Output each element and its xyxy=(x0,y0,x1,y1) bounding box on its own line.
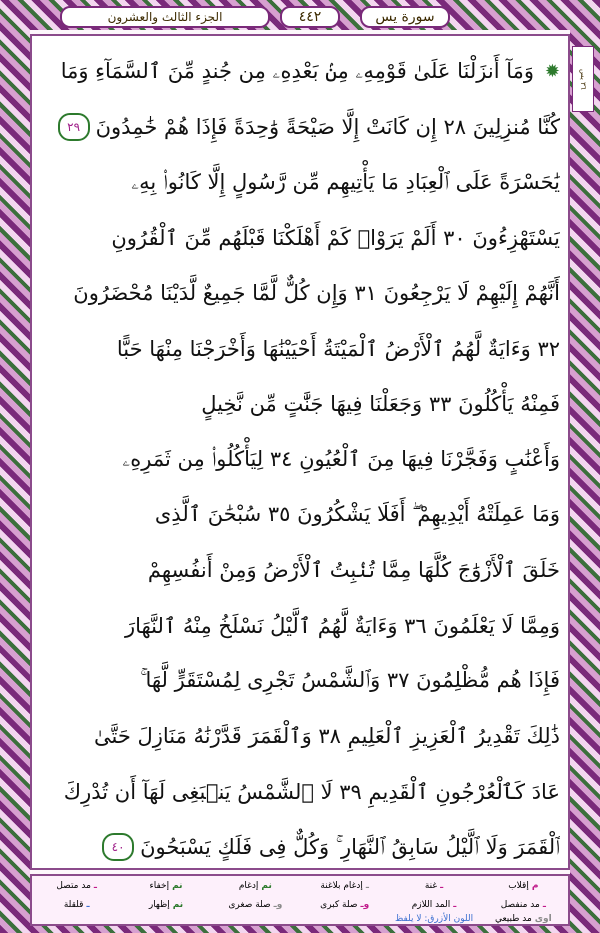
verse-line xyxy=(40,44,560,99)
verse-line xyxy=(40,653,560,708)
legend-swatch: نم xyxy=(172,880,183,891)
legend-label: إقلاب xyxy=(508,880,529,891)
verse-line xyxy=(40,432,560,487)
legend-item xyxy=(389,900,478,910)
ayah-number-marker: ٤٠ xyxy=(102,833,134,861)
verse-line xyxy=(40,543,560,598)
verse-line xyxy=(40,321,560,376)
legend-swatch: ـ xyxy=(542,899,546,910)
legend-label: إظهار xyxy=(148,899,170,910)
legend-item xyxy=(300,881,389,891)
verse-text: وَمِمَّا لَا يَعْلَمُونَ ٣٦ وَءَايَةٌ لَّهُمُ ٱلَّيْلُ نَسْلَخُ مِنْهُ ٱلنَّهَارَ xyxy=(124,613,560,638)
legend-swatch: ـ xyxy=(453,899,457,910)
ayah-number-marker: ٢٩ xyxy=(58,113,90,141)
side-badge: ٣٦ يس xyxy=(572,46,594,112)
legend-swatch: ـ xyxy=(440,880,444,891)
verse-text: عَادَ كَٱلْعُرْجُونِ ٱلْقَدِيمِ ٣٩ لَا ٱلشَّمْسُ يَنۢبَغِى لَهَآ أَن تُدْرِكَ xyxy=(63,779,560,804)
verse-line xyxy=(40,155,560,210)
legend-label: اللون الأزرق: لا يلفظ xyxy=(394,914,474,924)
legend-label: مد متصل xyxy=(56,880,91,891)
legend-label: قلقلة xyxy=(63,899,84,910)
verse-text: أَنَّهُمْ إِلَيْهِمْ لَا يَرْجِعُونَ ٣١ وَإِن كُلٌّ لَّمَّا جَمِيعٌ لَّدَيْنَا مُحْضَرُونَ xyxy=(73,281,560,306)
verse-text: ٱلْقَمَرَ وَلَا ٱلَّيْلُ سَابِقُ ٱلنَّهَارِ ۚ وَكُلٌّ فِى فَلَكٍ يَسْبَحُونَ xyxy=(140,834,560,859)
legend-swatch: ـ xyxy=(365,880,369,891)
verse-line xyxy=(40,598,560,653)
verse-lines xyxy=(40,44,560,875)
legend-item xyxy=(479,881,568,891)
legend-label: مد منفصل xyxy=(500,899,540,910)
page-number: ٤٤٢ xyxy=(280,6,340,28)
tajweed-legend xyxy=(30,874,570,926)
legend-label: مد طبيعي xyxy=(494,914,532,924)
verse-line xyxy=(40,99,560,154)
verse-text: فَإِذَا هُم مُّظْلِمُونَ ٣٧ وَٱلشَّمْسُ تَجْرِى لِمُسْتَقَرٍّ لَّهَا ۚ xyxy=(140,668,560,693)
verse-line xyxy=(40,376,560,431)
legend-swatch: ـ xyxy=(86,899,90,910)
legend-item xyxy=(121,881,210,891)
legend-label: إخفاء xyxy=(149,880,170,891)
surah-title: سورة يس xyxy=(360,6,450,28)
legend-item xyxy=(32,900,121,910)
rub-hizb-star-icon: ✹ xyxy=(544,60,560,82)
verse-text: يَسْتَهْزِءُونَ ٣٠ أَلَمْ يَرَوْا۟ كَمْ أَهْلَكْنَا قَبْلَهُم مِّنَ ٱلْقُرُونِ xyxy=(111,225,560,250)
verse-text: وَمَا عَمِلَتْهُ أَيْدِيهِمْ ۖ أَفَلَا يَشْكُرُونَ ٣٥ سُبْحَٰنَ ٱلَّذِى xyxy=(154,502,560,527)
legend-label: إدغام xyxy=(238,880,259,891)
legend-swatch: وـ xyxy=(360,899,370,910)
page-header xyxy=(40,4,560,30)
legend-swatch: نم xyxy=(172,899,184,910)
verse-line xyxy=(40,266,560,321)
legend-label: غنة xyxy=(424,880,438,891)
verse-text: فَمِنْهُ يَأْكُلُونَ ٣٣ وَجَعَلْنَا فِيهَا جَنَّٰتٍ مِّن نَّخِيلٍ xyxy=(201,392,560,417)
verse-text: وَأَعْنَٰبٍ وَفَجَّرْنَا فِيهَا مِنَ ٱلْعُيُونِ ٣٤ لِيَأْكُلُوا۟ مِن ثَمَرِهِۦ xyxy=(122,446,560,471)
verse-line xyxy=(40,210,560,265)
verse-text: وَمَآ أَنزَلْنَا عَلَىٰ قَوْمِهِۦ مِنۢ بَعْدِهِۦ مِن جُندٍ مِّنَ ٱلسَّمَآءِ وَمَا xyxy=(60,59,534,84)
verse-line xyxy=(40,819,560,874)
legend-item xyxy=(32,881,121,891)
legend-item xyxy=(300,900,389,910)
verse-text: ذَٰلِكَ تَقْدِيرُ ٱلْعَزِيزِ ٱلْعَلِيمِ ٣٨ وَٱلْقَمَرَ قَدَّرْنَٰهُ مَنَازِلَ حَتَّىٰ xyxy=(93,724,560,749)
legend-item xyxy=(479,900,568,910)
legend-item xyxy=(389,881,478,891)
legend-item xyxy=(121,900,210,910)
verse-line xyxy=(40,487,560,542)
legend-swatch: اوى xyxy=(534,914,552,924)
verse-text: يَٰحَسْرَةً عَلَى ٱلْعِبَادِ مَا يَأْتِيهِم مِّن رَّسُولٍ إِلَّا كَانُوا۟ بِهِۦ xyxy=(131,169,560,194)
legend-item xyxy=(389,914,478,924)
legend-item xyxy=(211,881,300,891)
verse-text: ٣٢ وَءَايَةٌ لَّهُمُ ٱلْأَرْضُ ٱلْمَيْتَةُ أَحْيَيْنَٰهَا وَأَخْرَجْنَا مِنْهَا حَبًّا xyxy=(116,336,560,361)
legend-item xyxy=(479,914,568,924)
legend-item xyxy=(211,900,300,910)
verse-line xyxy=(40,764,560,819)
legend-swatch: نم xyxy=(261,880,272,891)
verse-line xyxy=(40,709,560,764)
verse-text: خَلَقَ ٱلْأَزْوَٰجَ كُلَّهَا مِمَّا تُنۢبِتُ ٱلْأَرْضُ وَمِنْ أَنفُسِهِمْ xyxy=(147,558,560,583)
legend-label: صلة صغرى xyxy=(228,899,271,910)
legend-label: صلة كبرى xyxy=(320,899,358,910)
legend-swatch: وـ xyxy=(273,899,283,910)
legend-label: المد اللازم xyxy=(411,899,451,910)
legend-label: إدغام بلاغنة xyxy=(320,880,363,891)
legend-swatch: م xyxy=(531,880,539,891)
verse-text: كُنَّا مُنزِلِينَ ٢٨ إِن كَانَتْ إِلَّا صَيْحَةً وَٰحِدَةً فَإِذَا هُمْ خَٰمِدُونَ xyxy=(95,115,560,140)
legend-swatch: ـ xyxy=(93,880,97,891)
juz-title: الجزء الثالث والعشرون xyxy=(60,6,270,28)
